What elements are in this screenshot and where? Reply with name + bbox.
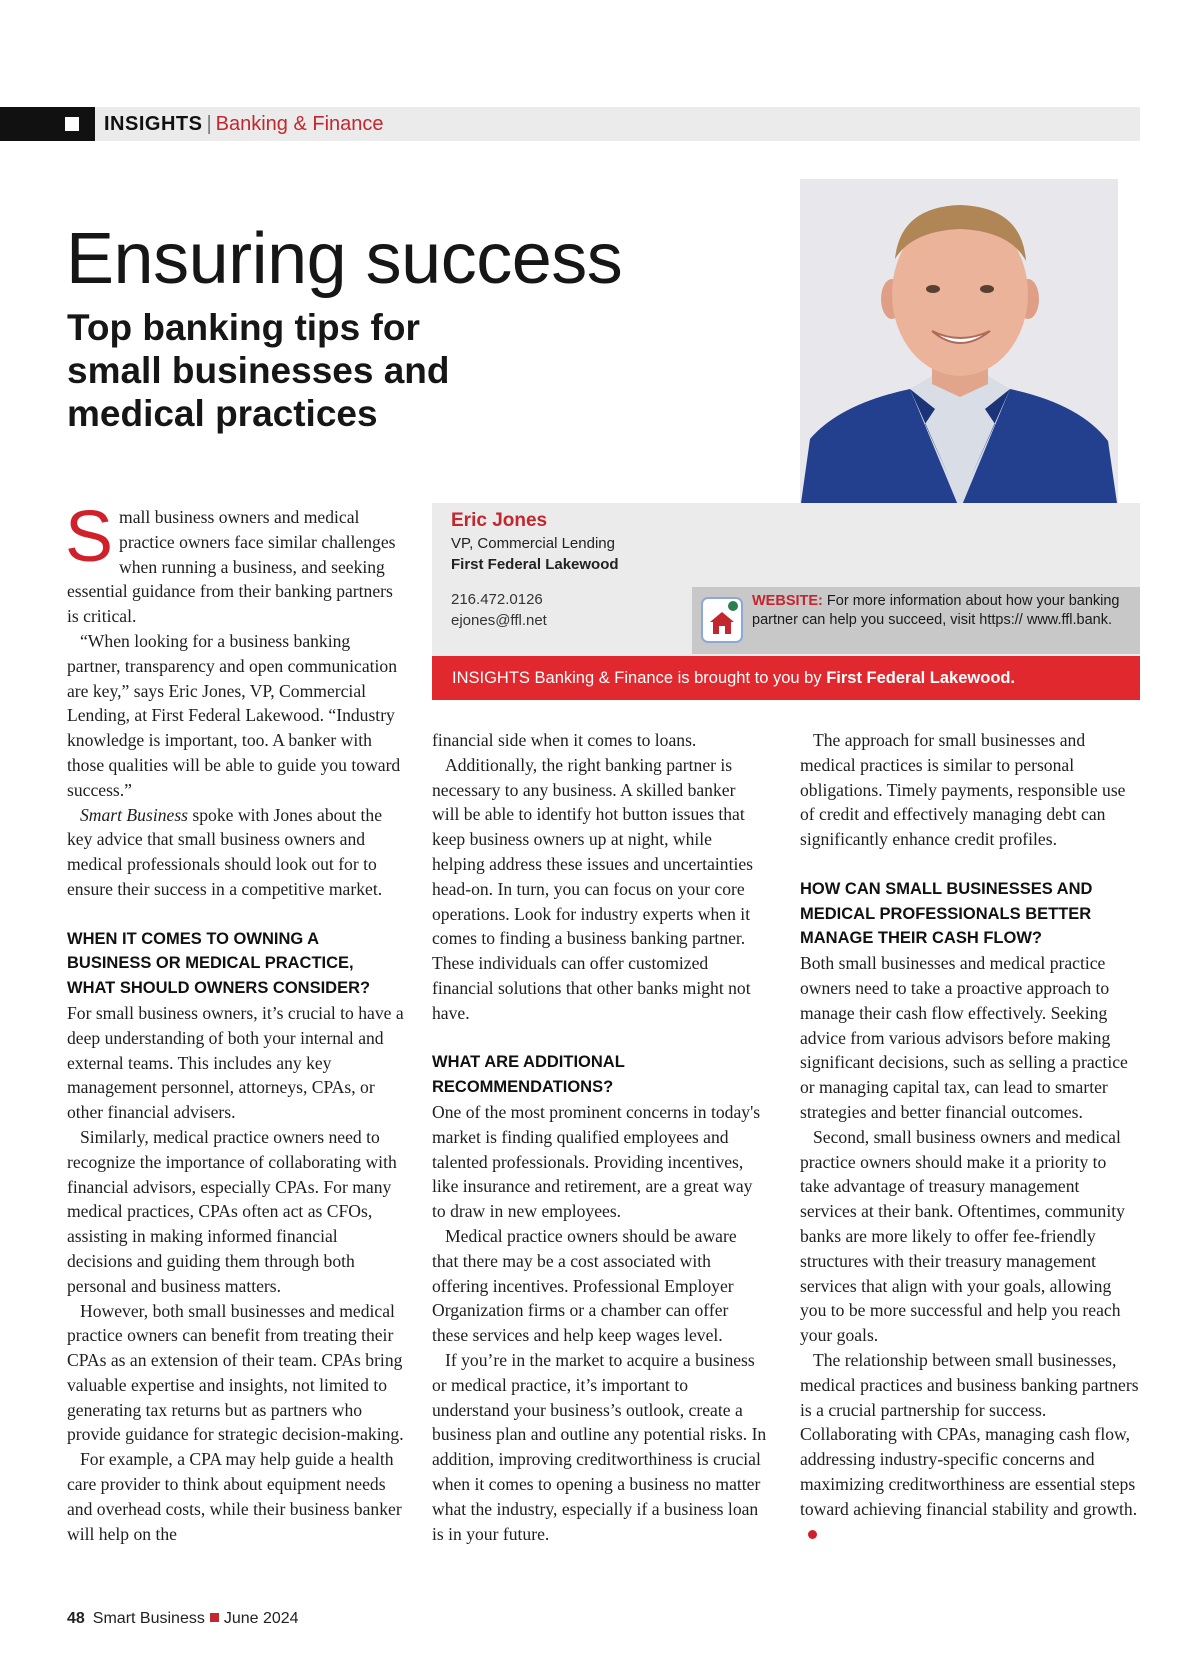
section-heading: WHAT ARE ADDITIONAL RECOMMENDATIONS? xyxy=(432,1053,625,1097)
body-column-3 xyxy=(800,728,1140,1546)
contact-name: Eric Jones xyxy=(451,510,548,531)
contact-email[interactable]: ejones@ffl.net xyxy=(451,612,547,629)
article-title: Ensuring success xyxy=(66,219,623,299)
issue-date: June 2024 xyxy=(223,1610,299,1627)
contact-title: VP, Commercial Lending xyxy=(451,535,615,552)
paragraph: However, both small businesses and medical practice owners can benefit from treating their CPAs as an extension of their team. CPAs bring valuable expertise and insights, not limited to generating tax returns but as partners who provide guidance for strategic decision-making. xyxy=(67,1300,404,1445)
end-mark-icon xyxy=(808,1530,817,1539)
paragraph: The approach for small businesses and medical practices is similar to personal obligations. Timely payments, responsible use of credit and effectively managing debt can significantly enhance credit profiles. xyxy=(800,730,1126,850)
website-label: WEBSITE: xyxy=(752,593,823,609)
paragraph: Second, small business owners and medical practice owners should make it a priority to take advantage of treasury management services at their bank. Oftentimes, community banks are more likely to offer fee-friendly structures with their treasury management services that align with your goals, allowing you to be more successful and help you reach your goals. xyxy=(800,1126,1125,1346)
intro-paragraph xyxy=(65,497,404,629)
portrait-illustration xyxy=(800,179,1118,510)
page-number: 48 xyxy=(67,1610,85,1627)
paragraph: One of the most prominent concerns in today's market is finding qualified employees and talented professionals. Providing incentives, like insurance and retirement, are a great way to draw in new employees. xyxy=(432,1101,761,1222)
section-category: Banking & Finance xyxy=(215,113,384,135)
footer-square-icon xyxy=(210,1613,219,1622)
body-column-1 xyxy=(65,497,404,1546)
section-label: INSIGHTS xyxy=(104,113,203,135)
section-heading: HOW CAN SMALL BUSINESSES AND MEDICAL PROFESSIONALS BETTER MANAGE THEIR CASH FLOW? xyxy=(800,879,1093,948)
website-description[interactable]: For more information about how your banking partner can help you succeed, visit https:// www.ffl.bank. xyxy=(752,593,1120,628)
paragraph-text: spoke with Jones about the key advice that small business owners and medical professionals should look out for to ensure their success in a competitive market. xyxy=(67,804,383,899)
publication-name: Smart Business xyxy=(80,804,189,825)
section-separator: | xyxy=(206,113,212,135)
sponsor-banner xyxy=(432,656,1140,700)
paragraph: If you’re in the market to acquire a business or medical practice, it’s important to understand your business’s outlook, create a business plan and outline any potential risks. In addition, improving creditworthiness is crucial when it comes to opening a business no matter what the industry, especially if a business loan is in your future. xyxy=(432,1349,767,1544)
drop-cap: S xyxy=(65,497,114,577)
website-icon xyxy=(700,596,744,644)
closing-paragraph xyxy=(800,1348,1140,1546)
section-header-black-block xyxy=(0,107,95,141)
paragraph: For small business owners, it’s crucial to have a deep understanding of both your internal and external teams. This includes any key management personnel, attorneys, CPAs, or other financial advisers. xyxy=(67,1002,404,1123)
contact-phone: 216.472.0126 xyxy=(451,591,543,608)
paragraph-text: The relationship between small businesses, medical practices and business banking partners is a crucial partnership for success. Collaborating with CPAs, managing cash flow, addressing industry-specific concerns and maximizing creditworthiness are essential steps toward achieving financial stability and growth. xyxy=(800,1349,1139,1519)
paragraph: “When looking for a business banking partner, transparency and open communication are key,” says Eric Jones, VP, Commercial Lending, at First Federal Lakewood. “Industry knowledge is important, too. A banker with those qualities will be able to guide you toward success.” xyxy=(67,630,401,800)
paragraph: Both small businesses and medical practice owners need to take a proactive approach to manage their cash flow effectively. Seeking advice from various advisors before making significant decisions, such as selling a practice or managing capital tax, can lead to smarter strategies and better financial outcomes. xyxy=(800,953,1128,1122)
body-column-2 xyxy=(432,728,767,1546)
paragraph: Additionally, the right banking partner is necessary to any business. A skilled banker will be able to identify hot button issues that keep business owners up at night, while helping address these issues and uncertainties head-on. In turn, you can focus on your core operations. Look for industry experts when it comes to finding a business banking partner. These individuals can offer customized financial solutions that other banks might not have. xyxy=(432,754,754,1023)
section-heading: WHEN IT COMES TO OWNING A BUSINESS OR MEDICAL PRACTICE, WHAT SHOULD OWNERS CONSIDER? xyxy=(67,929,371,998)
page-footer xyxy=(67,1610,299,1628)
article-subtitle: Top banking tips for small businesses and medical practices xyxy=(67,307,450,434)
paragraph xyxy=(67,803,404,902)
contact-company: First Federal Lakewood xyxy=(451,556,619,573)
section-header xyxy=(104,107,384,141)
sponsor-prefix: INSIGHTS Banking & Finance is brought to you by xyxy=(452,669,827,687)
author-photo xyxy=(800,179,1118,510)
paragraph: Medical practice owners should be aware that there may be a cost associated with offering incentives. Professional Employer Organization firms or a chamber can offer these services and help keep wages level. xyxy=(432,1225,737,1346)
paragraph: financial side when it comes to loans. xyxy=(432,730,697,750)
sponsor-name: First Federal Lakewood. xyxy=(826,669,1016,687)
paragraph: For example, a CPA may help guide a health care provider to think about equipment needs and overhead costs, while their business banker will help on the xyxy=(67,1449,402,1544)
magazine-name: Smart Business xyxy=(92,1610,205,1627)
intro-text: mall business owners and medical practice owners face similar challenges when running a business, and seeking essential guidance from their banking partners is critical. xyxy=(67,507,396,627)
section-square-icon xyxy=(65,117,79,131)
website-text xyxy=(752,592,1122,630)
paragraph: Similarly, medical practice owners need to recognize the importance of collaborating with financial advisors, especially CPAs. For many medical practices, CPAs often act as CFOs, assisting in making informed financial decisions and guiding them through both personal and business matters. xyxy=(67,1126,397,1296)
